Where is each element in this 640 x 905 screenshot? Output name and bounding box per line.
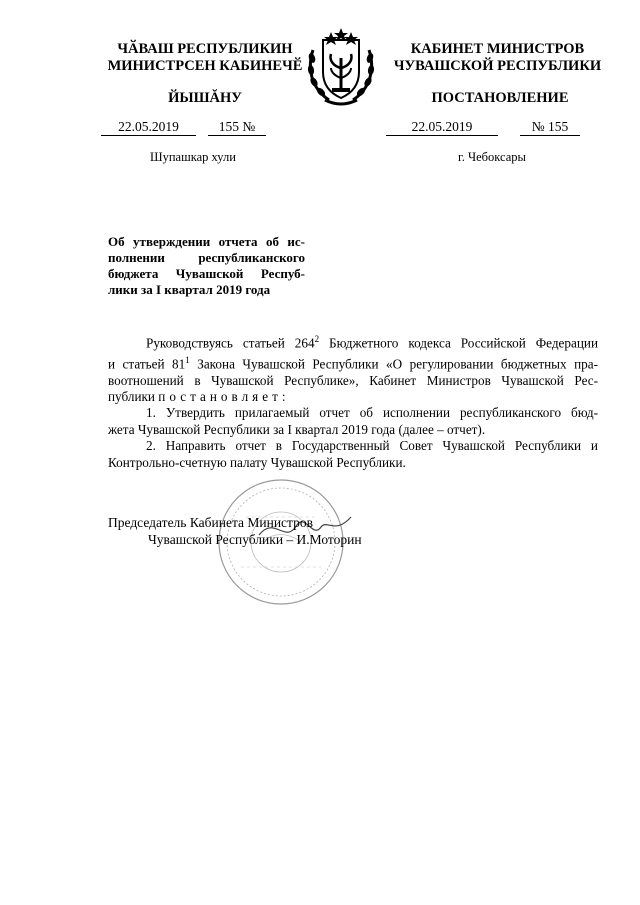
signature-title-line2: Чувашской Республики – И.Моторин: [148, 532, 362, 547]
right-document-type: ПОСТАНОВЛЕНИЕ: [431, 90, 569, 106]
right-city: г. Чебоксары: [458, 150, 526, 164]
right-number: № 155: [520, 119, 580, 136]
body-line: 1. Утвердить прилагаемый отчет об исполнении республиканского бюд-: [146, 405, 598, 421]
left-org-line1: ЧӐВАШ РЕСПУБЛИКИН: [117, 41, 293, 57]
left-date: 22.05.2019: [101, 119, 196, 136]
body-line: воотношений в Чувашской Республике», Кабинет Министров Чувашской Рес-: [108, 372, 598, 388]
right-org-line2: ЧУВАШСКОЙ РЕСПУБЛИКИ: [393, 58, 602, 74]
left-number-field: [208, 119, 266, 136]
right-date-field: [386, 119, 498, 136]
signature-block: [108, 514, 362, 548]
left-org-line2: МИНИСТРСЕН КАБИНЕЧӖ: [107, 58, 303, 74]
left-city: Шупашкар хули: [150, 150, 236, 164]
subject-line: Об утверждении отчета об ис-: [108, 234, 305, 249]
subject-line: лики за I квартал 2019 года: [108, 282, 271, 297]
left-organization-name: [95, 41, 315, 75]
body-line: Руководствуясь статьей $264^2$ Бюджетного кодекса Российской Федерации: [146, 334, 598, 351]
document-body: [108, 331, 598, 471]
body-line: Контрольно-счетную палату Чувашской Республики.: [108, 454, 406, 470]
postanovlyaet-spaced: постановляет:: [158, 389, 290, 404]
left-date-field: [101, 119, 196, 136]
right-org-line1: КАБИНЕТ МИНИСТРОВ: [410, 41, 585, 57]
body-line: публики постановляет:: [108, 389, 290, 404]
right-date: 22.05.2019: [386, 119, 498, 136]
body-line: 2. Направить отчет в Государственный Совет Чувашской Республики и: [146, 438, 598, 454]
left-number: 155 №: [208, 119, 266, 136]
document-subject: [108, 234, 305, 298]
subject-line: бюджета Чувашской Респуб-: [108, 266, 305, 281]
right-organization-name: [385, 41, 610, 75]
body-line: и статьей $81^1$ Закона Чувашской Республики «О регулировании бюджетных пра-: [108, 354, 598, 372]
subject-line: полнении республиканского: [108, 250, 305, 265]
body-line: жета Чувашской Республики за I квартал 2019 года (далее – отчет).: [108, 421, 486, 437]
signature-title-line1: Председатель Кабинета Министров: [108, 515, 313, 530]
left-document-type: ЙЫШĂНУ: [168, 90, 242, 106]
right-number-field: [520, 119, 580, 136]
